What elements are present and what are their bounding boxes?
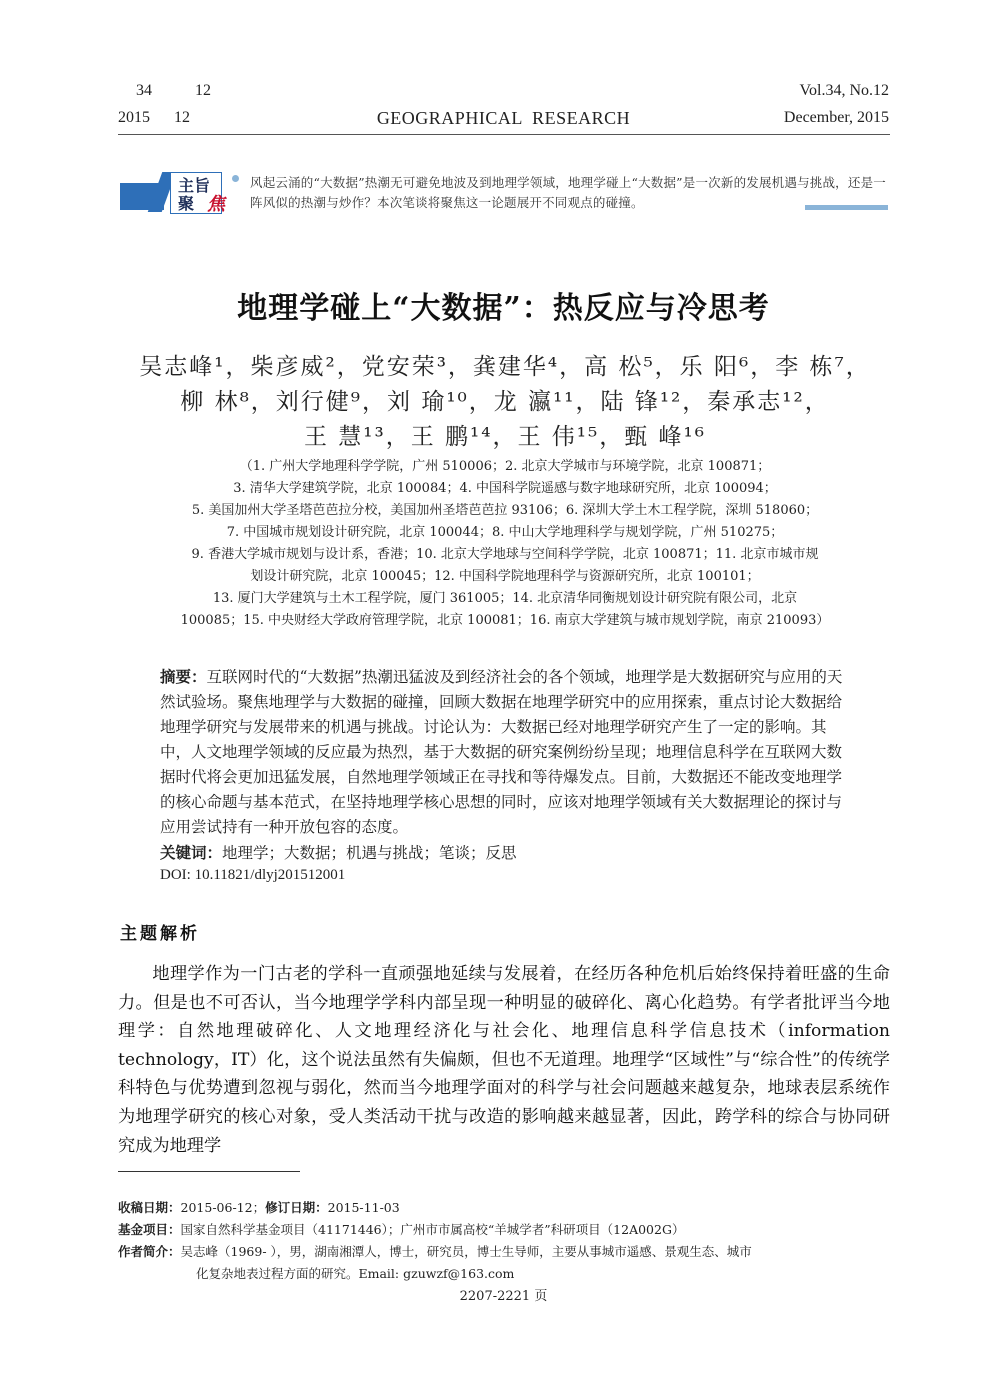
affiliation-line: 9. 香港大学城市规划与设计系，香港；10. 北京大学地球与空间科学学院，北京 100871；11. 北京市城市规: [191, 547, 819, 562]
header-month: 12: [174, 109, 190, 126]
received-date: 2015-06-12: [180, 1200, 253, 1215]
authors-line-3: 王 慧¹³，王 鹏¹⁴，王 伟¹⁵，甄 峰¹⁶: [303, 424, 706, 450]
body-paragraph: 地理学作为一门古老的学科一直顽强地延续与发展着，在经历各种危机后始终保持着旺盛的生命力。但是也不可否认，当今地理学学科内部呈现一种明显的破碎化、离心化趋势。有学者批评当今地理学：自然地理破碎化、人文地理经济化与社会化、地理信息科学信息技术（information technology，IT）化，这个说法虽然有失偏颇，但也不无道理。地理学“区域性”与“综合性”的传统学科特色与优势遭到忽视与弱化，然而当今地理学面对的科学与社会问题越来越复杂，地球表层系统作为地理学研究的核心对象，受人类活动干扰与改造的影响越来越显著，因此，跨学科的综合与协同研究成为地理学: [118, 964, 890, 1156]
paper-title: 地理学碰上“大数据”：热反应与冷思考: [237, 291, 770, 326]
footnote-dates: 收稿日期：2015-06-12；修订日期：2015-11-03: [118, 1200, 400, 1215]
affiliation-line: 7. 中国城市规划设计研究院，北京 100044；8. 中山大学地理科学与规划学院，广州 510275；: [226, 525, 784, 540]
footnote-author: [118, 1241, 890, 1284]
affiliation-line: 13. 厦门大学建筑与土木工程学院，厦门 361005；14. 北京清华同衡规划设计研究院有限公司，北京: [212, 591, 798, 606]
banner-dot: [232, 175, 239, 182]
banner-underline: [805, 205, 888, 210]
abstract-text: 互联网时代的“大数据”热潮迅猛波及到经济社会的各个领域，地理学是大数据研究与应用的天然试验场。聚焦地理学与大数据的碰撞，回顾大数据在地理学研究中的应用探索，重点讨论大数据给地理学研究与发展带来的机遇与挑战。讨论认为：大数据已经对地理学研究产生了一定的影响。其中，人文地理学领域的反应最为热烈，基于大数据的研究案例纷纷呈现；地理信息科学在互联网大数据时代将会更加迅猛发展，自然地理学领域正在寻找和等待爆发点。目前，大数据还不能改变地理学的核心命题与基本范式，在坚持地理学核心思想的同时，应该对地理学领域有关大数据理论的探讨与应用尝试持有一种开放包容的态度。: [160, 668, 843, 836]
keywords-text: 地理学；大数据；机遇与挑战；笔谈；反思: [222, 844, 517, 862]
revised-date: 2015-11-03: [327, 1200, 400, 1215]
received-label: 收稿日期：: [118, 1200, 181, 1215]
header-rule: [118, 134, 890, 135]
fund-label: 基金项目：: [118, 1222, 181, 1237]
section-title: 主题解析: [120, 924, 200, 944]
body-text: [118, 960, 890, 1160]
footnote-rule: [118, 1171, 300, 1172]
banner-text: 风起云涌的“大数据”热潮无可避免地波及到地理学领域，地理学碰上“大数据”是一次新的发展机遇与挑战，还是一阵风似的热潮与炒作？本次笔谈将聚焦这一论题展开不同观点的碰撞。: [250, 175, 886, 210]
abstract: [160, 664, 850, 840]
header-issue: 12: [195, 82, 211, 99]
keywords: [160, 841, 850, 863]
header-volume: 34: [136, 82, 152, 99]
journal-name: GEOGRAPHICAL RESEARCH: [376, 108, 631, 128]
doi: DOI: 10.11821/dlyj201512001: [160, 867, 346, 883]
abstract-label: 摘要：: [160, 667, 207, 686]
header-date-en: December, 2015: [783, 109, 889, 126]
affiliation-line: 5. 美国加州大学圣塔芭芭拉分校，美国加州圣塔芭芭拉 93106；6. 深圳大学土木工程学院，深圳 518060；: [191, 503, 819, 518]
author-bio-line-1: 吴志峰（1969- ），男，湖南湘潭人，博士，研究员，博士生导师，主要从事城市遥感、景观生态、城市: [180, 1244, 752, 1259]
header-volume-en: Vol.34, No.12: [799, 82, 889, 99]
revised-label: 修订日期：: [265, 1200, 328, 1215]
author-bio-line-2: 化复杂地表过程方面的研究。Email: gzuwzf@163.com: [196, 1265, 515, 1281]
banner-label-red: 焦: [207, 194, 225, 215]
affiliation-line: 划设计研究院，北京 100045；12. 中国科学院地理科学与资源研究所，北京 100101；: [250, 569, 760, 584]
authors-line-1: 吴志峰¹，柴彦威²，党安荣³，龚建华⁴，高 松⁵，乐 阳⁶，李 栋⁷，: [139, 354, 871, 380]
banner-label-bottom: 聚: [178, 194, 195, 213]
footnote-fund: [118, 1219, 890, 1241]
page-range: 2207-2221 页: [459, 1289, 548, 1304]
author-label: 作者简介：: [118, 1244, 181, 1259]
header-year: 2015: [118, 109, 150, 126]
banner-label-top: 主旨: [178, 176, 211, 195]
keywords-label: 关键词：: [160, 843, 223, 862]
fund-text: 国家自然科学基金项目（41171446）；广州市市属高校“羊城学者”科研项目（12A002G）: [180, 1222, 685, 1237]
affiliation-line: （1. 广州大学地理科学学院，广州 510006；2. 北京大学城市与环境学院，北京 100871；: [239, 459, 771, 474]
affiliation-line: 100085；15. 中央财经大学政府管理学院，北京 100081；16. 南京大学建筑与城市规划学院，南京 210093）: [180, 613, 830, 628]
authors-line-2: 柳 林⁸，刘行健⁹，刘 瑜¹⁰，龙 瀛¹¹，陆 锋¹²，秦承志¹²，: [180, 389, 830, 415]
affiliation-line: 3. 清华大学建筑学院，北京 100084；4. 中国科学院遥感与数字地球研究所，北京 100094；: [233, 481, 777, 496]
